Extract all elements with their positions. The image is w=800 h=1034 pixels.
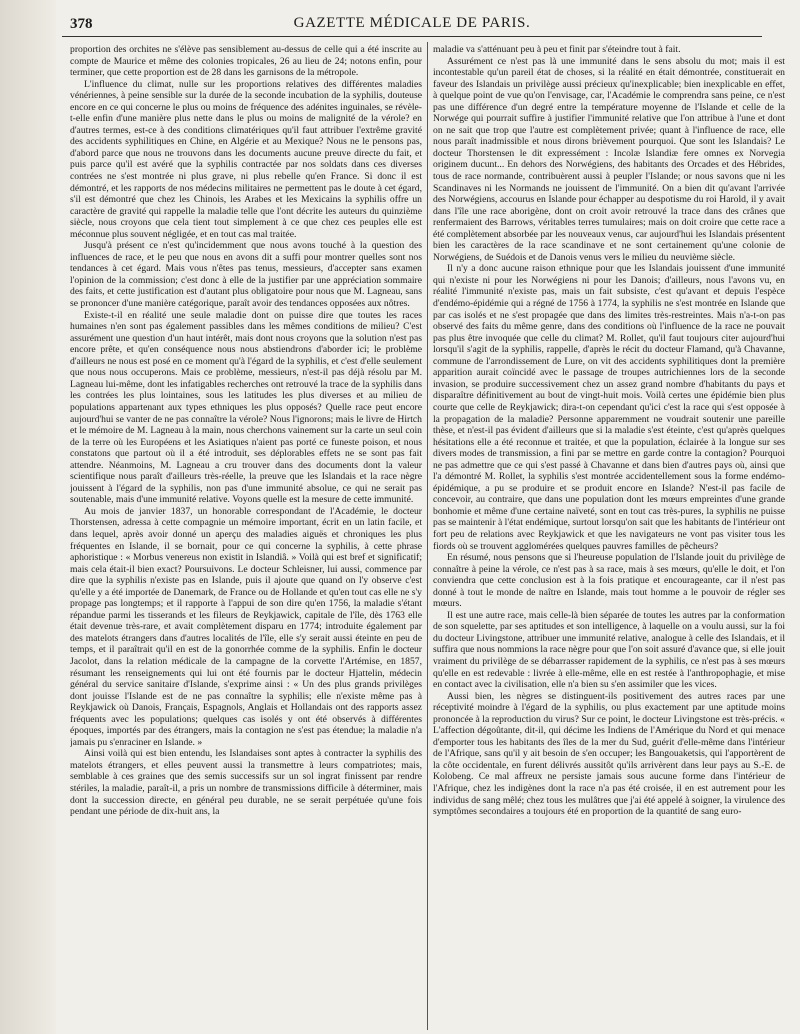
paragraph: Assurément ce n'est pas là une immunité dans le sens absolu du mot; mais il est incontestable qu'un pareil état de choses, si la réalité en était démontrée, constituerait en faveur des Islandais un privilège aussi précieux qu'inexplicable; bien inexplicable en effet, à quelque point de vue qu'on l'envisage, car, l'Académie le comprendra sans peine, ce n'est pas une différence d'un degré entre la température moyenne de l'Islande et celle de la Norwége qui pourrait suffire à justifier l'immunité relative que l'on attribue à l'une et dont on ne sait que trop que l'autre est complètement privée; quant à l'influence de race, elle nous paraît inadmissible et nous dirons brièvement pourquoi. Que sont les Islandais? Le docteur Thorstensen le dit expressément : Incolæ Islandiæ fere omnes ex Norvegia originem ducunt... En dehors des Norwégiens, des habitants des Orcades et des Hébrides, tous de race normande, contribuèrent aussi à peupler l'Islande; or nous savons que ni les Scandinaves ni les Normands ne jouissent de l'immunité. On a bien dit qu'avant l'arrivée des Norwégiens, accourus en Islande pour échapper au despotisme du roi Harold, il y avait dans l'île une race aborigène, dont on croit avoir retrouvé la trace dans des crânes que renfermaient des Barrows, véritables terres tumulaires; mais on doit croire que cette race a été complètement absorbée par les nouveaux venus, car aujourd'hui les Islandais présentent bien les caractères de la race scandinave et ne sont certainement qu'une colonie de Norwégiens, de Suédois et de Danois venus vers le milieu du neuvième siècle. [433,55,785,263]
left-column [70,44,422,1030]
page-header [62,12,762,37]
column-divider [427,42,428,1030]
right-column [433,44,785,1030]
page-number: 378 [70,16,93,32]
paragraph: En résumé, nous pensons que si l'heureuse population de l'Islande jouit du privilège de connaître à peine la vérole, ce n'est pas à sa race, mais à ses mœurs, qu'elle le doit, et l'on conviendra que cette conclusion est à la fois pratique et encourageante, car il n'est pas donné à tout le monde de naître en Islande, mais tout homme a le pouvoir de régler ses mœurs. [433,552,785,610]
paragraph: Existe-t-il en réalité une seule maladie dont on puisse dire que toutes les races humaines n'en sont pas également passibles dans les mêmes conditions de milieu? C'est assurément une question d'un haut intérêt, mais dont nous croyons que la solution n'est pas encore prête, et qu'en conséquence nous nous abstiendrons d'aborder ici; le problème d'ailleurs ne nous est posé en ce moment qu'à l'égard de la syphilis, et c'est d'elle seulement que nous nous occuperons. Mais ce problème, messieurs, n'est-il pas déjà résolu par M. Lagneau lui-même, dont les infatigables recherches ont retrouvé la trace de la syphilis dans les contrées les plus lointaines, sous les latitudes les plus diverses et au milieu de populations appartenant aux types ethniques les plus opposés? Quelle race peut encore aujourd'hui se vanter de ne pas connaître la vérole? Nous l'ignorons; mais le livre de Hirtch et le mémoire de M. Lagneau à la main, nous cherchons vainement sur la carte un seul coin de la terre où les Européens et les Asiatiques n'aient pas porté ce funeste poison, et nous constatons que partout où il a été introduit, ses déplorables effets ne se sont pas fait attendre. Néanmoins, M. Lagneau a cru trouver dans des documents dont la valeur scientifique nous paraît d'ailleurs très-réelle, la preuve que les Islandais et la race nègre jouissent à l'égard de la syphilis, non pas d'une immunité absolue, ce qui ne serait pas soutenable, mais d'une immunité relative. Voyons quelle est la mesure de cette immunité. [70,309,422,506]
paragraph: Il est une autre race, mais celle-là bien séparée de toutes les autres par la conformation de son squelette, par ses aptitudes et son intelligence, à laquelle on a voulu aussi, sur la foi du docteur Livingstone, attribuer une immunité relative, analogue à celle des Islandais, et il suffira que nous nommions la race nègre pour que l'on soit assuré d'avance que, si elle jouit vraiment du privilège de se débarrasser rapidement de la syphilis, ce n'est pas à ses mœurs qu'elle en est redevable : livrée à elle-même, elle en est restée à l'anthropophagie, et mise en contact avec la civilisation, elle n'a bien su s'en assimiler que les vices. [433,609,785,691]
running-title: GAZETTE MÉDICALE DE PARIS. [293,15,531,31]
paragraph: Il n'y a donc aucune raison ethnique pour que les Islandais jouissent d'une immunité qui n'existe ni pour les Norwégiens ni pour les Danois; d'ailleurs, nous l'avons vu, en réalité l'immunité n'existe pas, mais un fait subsiste, c'est qu'avant et depuis l'espèce d'endémo-épidémie qui a régné de 1756 à 1774, la syphilis ne s'est montrée en Islande que par cas isolés et ne s'est propagée que dans des limites très-restreintes. Mais n'a-t-on pas observé des faits du même genre, dans des conditions où l'influence de la race ne pouvait pas plus être invoquée que celle du climat? M. Rollet, qu'il faut toujours citer aujourd'hui lorsqu'il s'agit de la syphilis, rappelle, d'après le récit du docteur Flamand, qu'à Chavanne, commune de l'arrondissement de Lure, on vit des accidents syphilitiques dont la première apparition aurait coïncidé avec le passage de troupes autrichiennes lors de la seconde invasion, se produire successivement chez un assez grand nombre d'habitants du pays et disparaître définitivement au bout de vingt-huit mois. Voilà certes une épidémie bien plus courte que celle de Reykjawick; dira-t-on cependant qu'ici c'est la race qui s'est opposée à la propagation de la maladie? Personne apparemment ne voudrait soutenir une pareille thèse, et n'est-il pas évident d'ailleurs que si la maladie s'est éteinte, c'est qu'après quelques hésitations elle a été reconnue et traitée, et que la population, éclairée à la longue sur ses divers modes de transmission, a fini par se mettre en garde contre la contagion? Pourquoi ne pas admettre que ce qui s'est passé à Chavanne et dans bien d'autres pays où, ainsi que l'a démontré M. Rollet, la syphilis s'est montrée accidentellement sous la forme endémo-épidémique, a pu se produire et se produit encore en Islande? N'est-il pas facile de concevoir, au contraire, que dans une population dont les mœurs empreintes d'une grande bonhomie et même d'une certaine naïveté, sont en tout cas très-pures, la syphilis ne puisse pas se maintenir à l'état endémique, surtout lorsqu'on sait que les habitants de l'intérieur ont fort peu de relations avec Reykjawick et que les navigateurs ne vont pas visiter tous les fiords où se trouvent agglomérées quelques pauvres familles de pêcheurs? [433,263,785,552]
paragraph: Jusqu'à présent ce n'est qu'incidemment que nous avons touché à la question des influences de race, et le peu que nous en avons dit a suffi pour montrer quelles sont nos tendances à cet égard. Mais vous n'êtes pas tenus, messieurs, d'accepter sans examen l'opinion de la commission; c'est donc à elle de la justifier par une appréciation sommaire des faits, et cette justification est d'autant plus obligatoire pour nous que M. Lagneau, sans se prononcer d'une manière catégorique, paraît avoir des tendances opposées aux nôtres. [70,240,422,310]
paragraph: Aussi bien, les nègres se distinguent-ils positivement des autres races par une réceptivité moindre à l'égard de la syphilis, ou plus exactement par une aptitude moins prononcée à la reproduction du virus? Sur ce point, le docteur Livingstone est très-précis. « L'affection dégoûtante, dit-il, qui décime les Indiens de l'Amérique du Nord et qui menace d'emporter tous les habitants des îles de la mer du Sud, guérit d'elle-même dans l'intérieur de l'Afrique, sans qu'il y ait besoin de s'en occuper; les Bangouaketsis, qui l'apportèrent de la côte occidentale, en furent délivrés aussitôt qu'ils arrivèrent dans leur pays au S.-E. de Kolobeng. Ce mal affreux ne persiste jamais sous aucune forme dans l'intérieur de l'Afrique, chez les indigènes dont la race n'a pas été croisée, il en est autrement pour les individus de sang mêlé; chez tous les mulâtres que j'ai été appelé à soigner, la virulence des symptômes secondaires a toujours été en proportion de la quantité de sang euro- [433,690,785,818]
paragraph: maladie va s'atténuant peu à peu et finit par s'éteindre tout à fait. [433,44,681,55]
page-edge-shadow [0,0,56,1034]
paragraph: Ainsi voilà qui est bien entendu, les Islandaises sont aptes à contracter la syphilis des matelots étrangers, et elles peuvent aussi la transmettre à leurs compatriotes; mais, semblable à ces graines que des semis successifs sur un sol ingrat finissent par rendre stériles, la maladie, paraît-il, a pris un nombre de transmissions difficile à déterminer, mais dont la succession directe, en général peu durable, ne se serait perpétuée qu'une fois pendant une période de dix-huit ans, la [70,748,422,818]
paragraph: L'influence du climat, nulle sur les proportions relatives des différentes maladies vénériennes, à peine sensible sur la durée de la seconde incubation de la syphilis, douteuse encore en ce qui concerne le plus ou moins de fréquence des adénites inguinales, se révèle-t-elle enfin d'une manière plus nette dans le plus ou moins de malignité de la vérole? en d'autres termes, est-ce à des conditions climatériques qu'il faut attribuer l'extrême gravité des accidents syphilitiques en Chine, en Algérie et au Mexique? Nous ne le pensons pas, d'abord parce que nous ne trouvons dans les documents aucune preuve directe du fait, et puis parce qu'il est avéré que la syphilis contractée par nos soldats dans ces diverses contrées ne s'est montrée ni plus grave, ni plus rebelle qu'en France. Si donc il est démontré, et les rapports de nos médecins militaires ne permettent pas le doute à cet égard, s'il est démontré que chez les Chinois, les Arabes et les Mexicains la syphilis offre un caractère de gravité qui rappelle la maladie telle que l'ont décrite les auteurs du quinzième siècle, nous croyons que cela tient tout simplement à ce que chez ces peuples elle est méconnue plus souvent négligée, et en tout cas mal traitée. [70,78,422,240]
paragraph: Au mois de janvier 1837, un honorable correspondant de l'Académie, le docteur Thorstensen, adressa à cette compagnie un mémoire important, écrit en un latin facile, et dans lequel, après avoir donné un aperçu des maladies aiguës et chroniques les plus fréquentes en Islande, il se bornait, pour ce qui concerne la syphilis, à cette phrase aphoristique : « Morbus venereus non existit in Islandiâ. » Voilà qui est bref et significatif; mais cela était-il bien exact? Poursuivons. Le docteur Schleisner, lui aussi, commence par dire que la syphilis n'existe pas en Islande, puis il ajoute que quand on l'y observe c'est qu'elle y a été importée de Danemark, de France ou de Hollande et qu'en tout cas elle ne s'y propage pas longtemps; et il rapporte à l'appui de son dire qu'en 1756, la maladie s'étant répandue parmi les tisserands et les fileurs de Reykjawick, capitale de l'île, dès 1763 elle était devenue très-rare, et avait complètement disparu en 1774; introduite également par des matelots étrangers dans d'autres localités de l'île, elle s'y serait aussi éteinte en peu de temps, et il paraîtrait qu'il en est de la gonorrhée comme de la syphilis. Enfin le docteur Jacolot, dans la relation médicale de la campagne de la corvette l'Artémise, en 1857, résumant les renseignements qui lui ont été fournis par le docteur Hjattelin, médecin général du service sanitaire d'Islande, s'exprime ainsi : « Un des plus grands privilèges dont jouisse l'Islande est de ne pas connaître la syphilis; elle n'existe même pas à Reykjawick où Danois, Français, Espagnols, Anglais et Hollandais ont des rapports assez fréquents avec les populations; quelques cas isolés y ont été observés à différentes époques, importés par des étrangers, mais la contagion ne s'est pas étendue; la maladie n'a jamais pu s'enraciner en Islande. » [70,505,422,748]
paragraph: proportion des orchites ne s'élève pas sensiblement au-dessus de celle qui a été inscrite au compte de Maurice et même des colonies tropicales, 26 au lieu de 24; notons enfin, pour terminer, que cette proportion est de 28 dans les garnisons de la métropole. [70,44,422,79]
